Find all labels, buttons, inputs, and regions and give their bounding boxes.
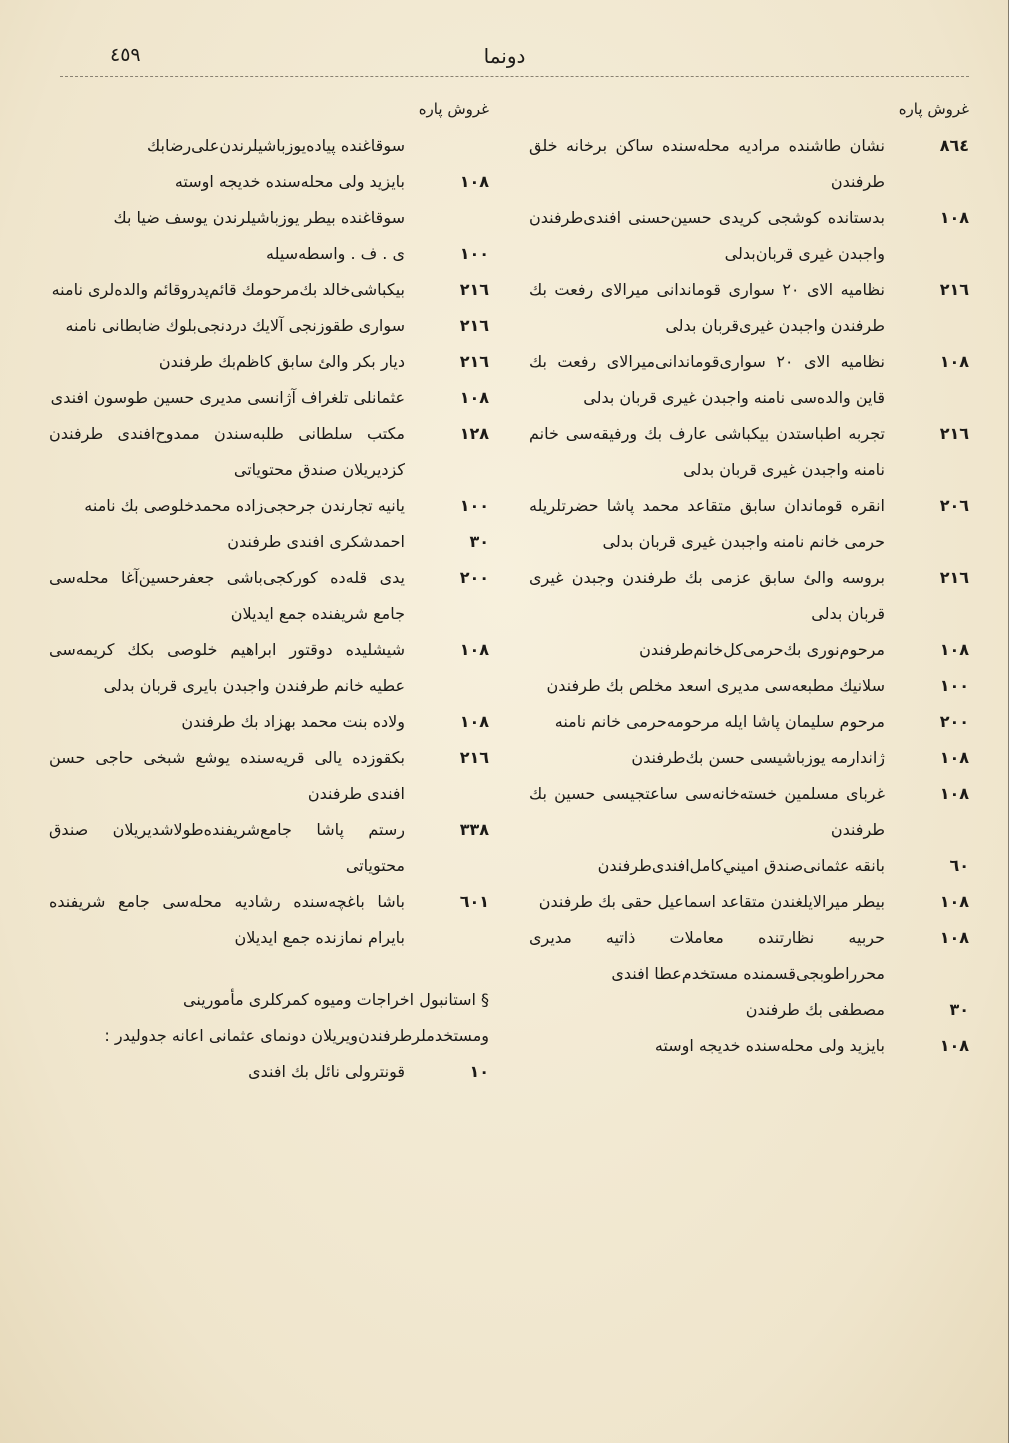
donation-entry — [49, 416, 489, 488]
donation-entry — [529, 704, 969, 740]
donation-entry — [529, 416, 969, 488]
donation-entry — [529, 992, 969, 1028]
donation-entry — [49, 524, 489, 560]
donation-entry — [529, 884, 969, 920]
donation-entry — [49, 308, 489, 344]
donation-entry — [529, 344, 969, 416]
donation-entry — [529, 200, 969, 272]
entry-amount: ١٠٨ — [939, 640, 969, 659]
entry-amount: ٢١٦ — [939, 424, 969, 443]
entry-text: ولاده بنت محمد بهزاد بك طرفندن — [181, 712, 405, 731]
entry-text: شيشليده دوقتور ابراهيم خلوصی بكك كريمه‌سی عطيه خانم طرفندن واجبدن بايری قربان بدلی — [49, 640, 405, 695]
entry-text: مصطفی بك طرفندن — [745, 1000, 885, 1019]
entry-text: سوقاغنده پياده‌يوزباشيلرندن‌علی‌رضابك — [147, 136, 405, 155]
donation-entry — [529, 1028, 969, 1064]
entry-text: ی . ف . واسطه‌سيله — [265, 244, 405, 263]
entry-text: نشان طاشنده مراديه محله‌سنده ساكن برخانه خلق طرفندن — [529, 136, 885, 191]
entry-text: احمدشكری افندی طرفندن — [227, 532, 405, 551]
entry-text: يانيه تجارندن جرحجی‌زاده محمدخلوصی بك نامنه — [84, 496, 405, 515]
entry-text: بدستانده كوشجی كريدی حسين‌حسنی افندی‌طرفندن واجبدن غيری قربان‌بدلی — [529, 208, 885, 263]
left-column-header: غروش پاره — [418, 100, 489, 118]
page-number: ٤٥٩ — [110, 44, 141, 66]
entry-amount: ٦٠١ — [459, 892, 489, 911]
entry-text: بيطر ميرالايلغندن متقاعد اسماعيل حقی بك طرفندن — [538, 892, 885, 911]
donation-entry — [529, 560, 969, 632]
entry-amount: ١٠٨ — [459, 712, 489, 731]
donation-entry — [529, 632, 969, 668]
entry-text: بيكباشی‌خالد بك‌مرحومك قائم‌پدروقائم والده‌لری نامنه — [51, 280, 405, 299]
left-column — [49, 128, 489, 1090]
entry-text: غربای مسلمين خسته‌خانه‌سی ساعتجيسی حسين بك طرفندن — [529, 784, 885, 839]
donation-entry — [49, 344, 489, 380]
donation-entry — [529, 668, 969, 704]
donation-entry — [49, 632, 489, 704]
donation-entry — [529, 848, 969, 884]
right-column-header: غروش پاره — [898, 100, 969, 118]
entry-amount: ٢٠٠ — [459, 568, 489, 587]
entry-text: سلانيك مطبعه‌سی مديری اسعد مخلص بك طرفندن — [546, 676, 885, 695]
donation-entry — [49, 704, 489, 740]
donation-entry — [49, 200, 489, 236]
entry-text: مكتب سلطانی طلبه‌سندن ممدوح‌افندی طرفندن كزديريلان صندق محتوياتی — [49, 424, 405, 479]
donation-entry — [529, 740, 969, 776]
donation-entry — [49, 164, 489, 200]
entry-amount: ٢١٦ — [459, 316, 489, 335]
entry-text: حربيه نظارتنده معاملات ذاتيه مديری محرراطوبجی‌قسمنده مستخدم‌عطا افندی — [529, 928, 885, 983]
donation-entry — [529, 920, 969, 992]
entry-amount: ١٠٠ — [939, 676, 969, 695]
entry-amount: ٣٣٨ — [459, 820, 489, 839]
right-column — [529, 128, 969, 1064]
entry-amount: ٣٠ — [949, 1000, 969, 1019]
entry-text: تجربه اطباستدن بيكباشی عارف بك ورفيقه‌سی خانم نامنه واجبدن غيری قربان بدلی — [529, 424, 885, 479]
donation-entry — [49, 812, 489, 884]
entry-text: بكقوزده يالی قريه‌سنده يوشع شبخی حاجی حسن افندی طرفندن — [49, 748, 405, 803]
donation-entry — [49, 884, 489, 956]
donation-entry — [529, 776, 969, 848]
entry-amount: ٨٦٤ — [939, 136, 969, 155]
entry-text: باشا باغچه‌سنده رشاديه محله‌سی جامع شريفنده بايرام نمازنده جمع ايديلان — [49, 892, 405, 947]
entry-amount: ١٠٨ — [939, 784, 969, 803]
entry-text: قونترولی نائل بك افندی — [248, 1062, 405, 1081]
entry-amount: ١٠٨ — [939, 748, 969, 767]
donation-entry — [49, 236, 489, 272]
donation-entry — [49, 740, 489, 812]
entry-amount: ١٠٨ — [459, 640, 489, 659]
entry-text: سواری طقوزنجی آلايك دردنجی‌بلوك ضابطانی نامنه — [65, 316, 405, 335]
running-title: دونما — [483, 44, 526, 68]
entry-amount: ٢٠٠ — [939, 712, 969, 731]
donation-entry — [49, 272, 489, 308]
entry-amount: ١٠٨ — [459, 172, 489, 191]
entry-amount: ٢١٦ — [459, 748, 489, 767]
donation-entry — [49, 488, 489, 524]
entry-amount: ٢١٦ — [939, 280, 969, 299]
entry-amount: ٢١٦ — [459, 352, 489, 371]
entry-text: يدی قله‌ده كوركجی‌باشی جعفرحسين‌آغا محله‌سی جامع شريفنده جمع ايديلان — [49, 568, 405, 623]
entry-text: بايزيد ولی محله‌سنده خديجه اوسته — [174, 172, 405, 191]
entry-amount: ٣٠ — [469, 532, 489, 551]
donation-entry — [49, 380, 489, 416]
entry-text: نظاميه الای ٢٠ سواری‌قوماندانی‌ميرالای رفعت بك قاین والده‌سی نامنه واجبدن غيری قربان بدلی — [529, 352, 885, 407]
donation-entry — [49, 560, 489, 632]
entry-amount: ٢١٦ — [939, 568, 969, 587]
entry-amount: ١٠٨ — [939, 208, 969, 227]
section-heading: § استانبول اخراجات وميوه كمركلری مأمورينی ومستخدملرطرفندن‌ويريلان دونمای عثمانی اعانه جدوليدر : — [104, 990, 489, 1045]
page-header — [60, 40, 949, 80]
donation-entry — [529, 272, 969, 344]
entry-text: ديار بكر والئ سابق كاظم‌بك طرفندن — [158, 352, 405, 371]
entry-text: بايزيد ولی محله‌سنده خديجه اوسته — [654, 1036, 885, 1055]
entry-amount: ٦٠ — [949, 856, 969, 875]
entry-text: ژاندارمه يوزباشيسی حسن بك‌طرفندن — [631, 748, 885, 767]
entry-amount: ٢٠٦ — [939, 496, 969, 515]
entry-text: سوقاغنده بيطر يوزباشيلرندن يوسف ضيا بك — [113, 208, 405, 227]
entry-text: بروسه والئ سابق عزمی بك طرفندن وجبدن غيری قربان بدلی — [529, 568, 885, 623]
entry-amount: ١٠ — [469, 1062, 489, 1081]
entry-amount: ١٠٠ — [459, 496, 489, 515]
donation-entry — [49, 128, 489, 164]
entry-amount: ١٠٠ — [459, 244, 489, 263]
entry-text: عثمانلی تلغراف آژانسی مديری حسين طوسون افندی — [50, 388, 405, 407]
donation-entry — [49, 1054, 489, 1090]
entry-amount: ١٠٨ — [939, 352, 969, 371]
entry-text: رستم پاشا جامع‌شريفنده‌طولاشديريلان صندق محتوياتی — [49, 820, 405, 875]
entry-amount: ١٠٨ — [939, 1036, 969, 1055]
entry-text: بانقه‌ عثمانی‌صندق اميني‌كامل‌افندی‌طرفندن — [597, 856, 885, 875]
entry-amount: ١٠٨ — [459, 388, 489, 407]
entry-amount: ١٠٨ — [939, 928, 969, 947]
entry-text: نظاميه الای ٢٠ سواری قوماندانی ميرالای رفعت بك طرفندن واجبدن غيری‌قربان بدلی — [529, 280, 885, 335]
donation-entry — [529, 128, 969, 200]
header-rule — [60, 76, 969, 77]
entry-text: مرحوم‌نوری بك‌حرمی‌كل‌خانم‌طرفندن — [639, 640, 885, 659]
entry-text: انقره قوماندان سابق متقاعد محمد پاشا حضرتلريله حرمی خانم نامنه واجبدن غيری قربان بدلی — [529, 496, 885, 551]
entry-text: مرحوم سليمان پاشا ايله مرحومه‌حرمی خانم نامنه — [554, 712, 885, 731]
entry-amount: ١٢٨ — [459, 424, 489, 443]
donation-entry — [529, 488, 969, 560]
entry-amount: ٢١٦ — [459, 280, 489, 299]
entry-amount: ١٠٨ — [939, 892, 969, 911]
